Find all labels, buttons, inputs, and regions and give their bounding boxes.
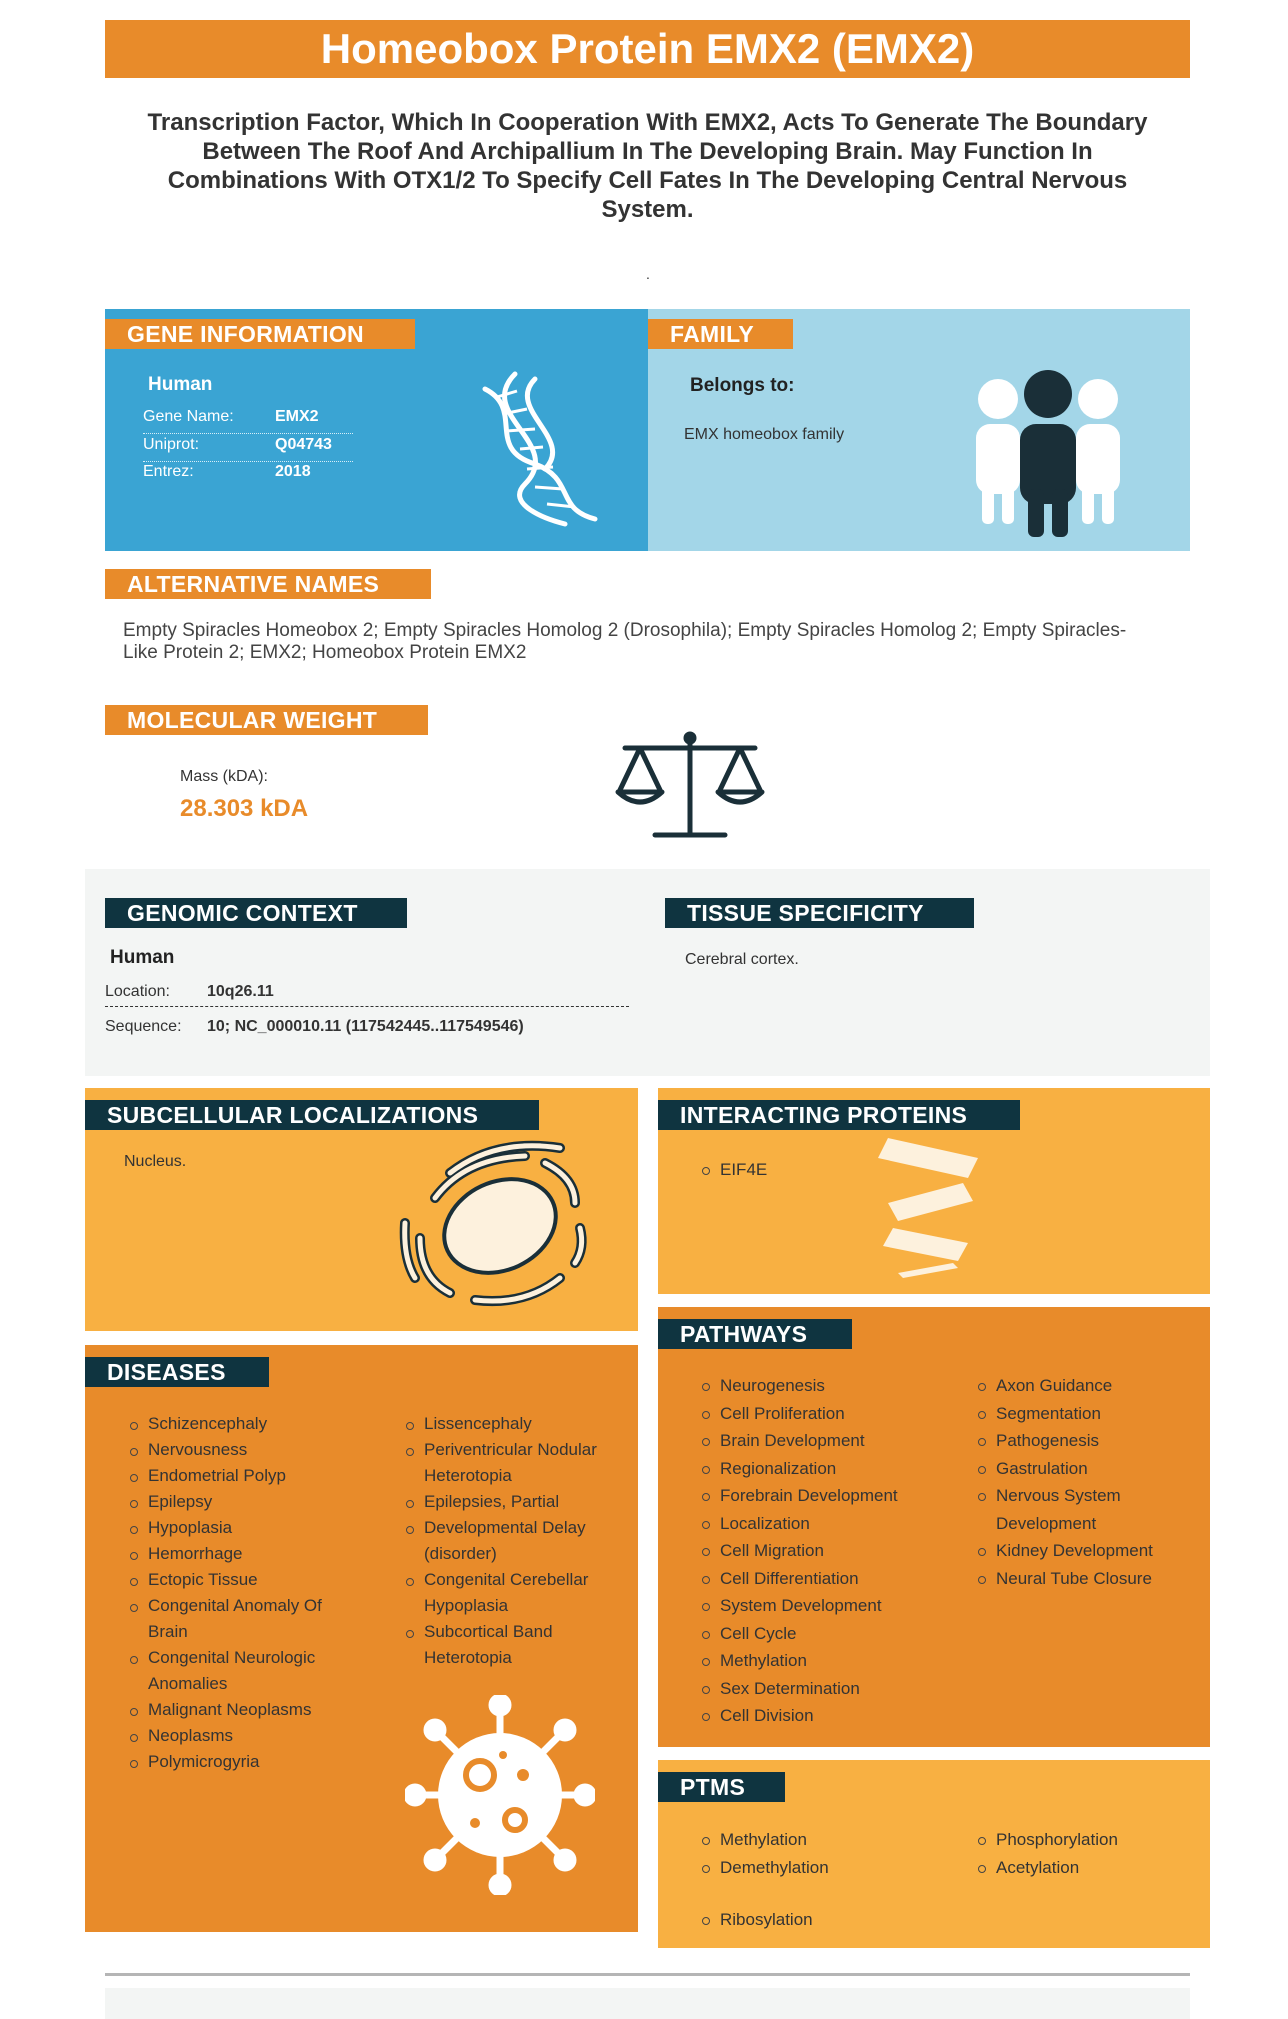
balance-scale-icon	[615, 730, 765, 845]
list-item: Neural Tube Closure	[976, 1565, 1181, 1593]
entrez-value: 2018	[275, 463, 311, 480]
sequence-row	[105, 1012, 629, 1042]
footer-area	[105, 1988, 1190, 2019]
diseases-heading: DISEASES	[85, 1357, 269, 1387]
tissue-specificity-text: Cerebral cortex.	[685, 951, 799, 968]
mass-label: Mass (kDA):	[180, 768, 268, 785]
list-item: Axon Guidance	[976, 1372, 1181, 1400]
nucleus-cell-icon	[395, 1128, 605, 1318]
gene-information-panel	[105, 309, 648, 551]
location-label: Location:	[105, 983, 170, 1000]
sequence-label: Sequence:	[105, 1018, 182, 1035]
list-item: EIF4E	[700, 1156, 767, 1184]
protein-helix-icon	[868, 1133, 988, 1278]
location-row	[105, 977, 629, 1007]
list-item: Cell Division	[700, 1702, 940, 1730]
list-item: Cell Migration	[700, 1537, 940, 1565]
list-item: Subcortical Band Heterotopia	[404, 1619, 619, 1671]
list-item: Phosphorylation	[976, 1826, 1181, 1854]
gene-name-label: Gene Name:	[143, 408, 234, 425]
list-item: Segmentation	[976, 1400, 1181, 1428]
ptms-list-col2	[976, 1826, 1181, 1881]
list-item: Malignant Neoplasms	[128, 1697, 358, 1723]
gene-name-value: EMX2	[275, 408, 319, 425]
virus-icon	[405, 1695, 595, 1895]
protein-description: Transcription Factor, Which In Cooperation With EMX2, Acts To Generate The Boundary Between The Roof And Archipallium In The Developing Brain. May Function In Combinations With OTX1/2 To Specify Cell Fates In The Developing Central Nervous System.	[147, 109, 1148, 223]
ptms-list-extra	[700, 1906, 940, 1934]
genomic-species: Human	[110, 947, 175, 968]
list-item: Cell Proliferation	[700, 1400, 940, 1428]
list-item: Neurogenesis	[700, 1372, 940, 1400]
pathways-heading: PATHWAYS	[658, 1319, 852, 1349]
list-item: Forebrain Development	[700, 1482, 940, 1510]
list-item: Kidney Development	[976, 1537, 1181, 1565]
sequence-value: 10; NC_000010.11 (117542445..117549546)	[207, 1018, 524, 1035]
list-item: Methylation	[700, 1647, 940, 1675]
gene-species: Human	[148, 374, 213, 395]
family-value: EMX homeobox family	[684, 426, 845, 443]
list-item: Localization	[700, 1510, 940, 1538]
list-item: Regionalization	[700, 1455, 940, 1483]
diseases-list-col1	[128, 1411, 358, 1775]
diseases-panel	[85, 1345, 638, 1932]
list-item: Lissencephaly	[404, 1411, 619, 1437]
list-item: Congenital Anomaly Of Brain	[128, 1593, 358, 1645]
list-item: Schizencephaly	[128, 1411, 358, 1437]
list-item: Congenital Cerebellar Hypoplasia	[404, 1567, 619, 1619]
diseases-list-col2	[404, 1411, 619, 1671]
list-item: Ribosylation	[700, 1906, 940, 1934]
gene-name-row	[143, 408, 353, 434]
list-item: System Development	[700, 1592, 940, 1620]
list-item: Congenital Neurologic Anomalies	[128, 1645, 358, 1697]
list-item: Cell Differentiation	[700, 1565, 940, 1593]
genomic-tissue-panel	[85, 869, 1210, 1076]
list-item: Nervousness	[128, 1437, 358, 1463]
list-item: Hemorrhage	[128, 1541, 358, 1567]
subcellular-panel	[85, 1088, 638, 1331]
pathways-list-col2	[976, 1372, 1181, 1592]
list-item: Epilepsy	[128, 1489, 358, 1515]
pathways-list-col1	[700, 1372, 940, 1730]
page-title: Homeobox Protein EMX2 (EMX2)	[105, 20, 1190, 78]
location-value: 10q26.11	[207, 983, 274, 1000]
list-item: Polymicrogyria	[128, 1749, 358, 1775]
uniprot-label: Uniprot:	[143, 436, 200, 453]
alternative-names-heading: ALTERNATIVE NAMES	[105, 569, 431, 599]
list-item: Ectopic Tissue	[128, 1567, 358, 1593]
entrez-row	[143, 463, 353, 489]
list-item: Periventricular Nodular Heterotopia	[404, 1437, 619, 1489]
uniprot-value: Q04743	[275, 436, 332, 453]
gene-information-heading: GENE INFORMATION	[105, 319, 415, 349]
family-panel	[648, 309, 1190, 551]
molecular-weight-heading: MOLECULAR WEIGHT	[105, 705, 428, 735]
list-item: Nervous System Development	[976, 1482, 1181, 1537]
ptms-heading: PTMS	[658, 1772, 785, 1802]
family-heading: FAMILY	[648, 319, 793, 349]
ptms-list-col1	[700, 1826, 940, 1881]
belongs-to-label: Belongs to:	[690, 375, 795, 396]
list-item: Cell Cycle	[700, 1620, 940, 1648]
list-item: Endometrial Polyp	[128, 1463, 358, 1489]
list-item: Sex Determination	[700, 1675, 940, 1703]
list-item: Brain Development	[700, 1427, 940, 1455]
entrez-label: Entrez:	[143, 463, 194, 480]
footer-divider	[105, 1973, 1190, 1976]
pathways-panel	[658, 1307, 1210, 1747]
people-group-icon	[968, 369, 1128, 539]
interacting-proteins-heading: INTERACTING PROTEINS	[658, 1100, 1020, 1130]
list-item: Neoplasms	[128, 1723, 358, 1749]
interacting-proteins-list	[700, 1156, 767, 1184]
ptms-panel	[658, 1760, 1210, 1948]
subcellular-text: Nucleus.	[124, 1153, 187, 1170]
separator-dot: .	[646, 266, 650, 282]
uniprot-row	[143, 436, 353, 462]
subcellular-heading: SUBCELLULAR LOCALIZATIONS	[85, 1100, 539, 1130]
list-item: Demethylation	[700, 1854, 940, 1882]
list-item: Developmental Delay (disorder)	[404, 1515, 619, 1567]
dna-icon	[465, 369, 615, 529]
genomic-context-heading: GENOMIC CONTEXT	[105, 898, 407, 928]
list-item: Epilepsies, Partial	[404, 1489, 619, 1515]
interacting-proteins-panel	[658, 1088, 1210, 1294]
list-item: Acetylation	[976, 1854, 1181, 1882]
list-item: Methylation	[700, 1826, 940, 1854]
alternative-names-text: Empty Spiracles Homeobox 2; Empty Spiracles Homolog 2 (Drosophila); Empty Spiracles Homolog 2; Empty Spiracles-Like Protein 2; EMX2; Homeobox Protein EMX2	[123, 620, 1127, 663]
tissue-specificity-heading: TISSUE SPECIFICITY	[665, 898, 974, 928]
list-item: Gastrulation	[976, 1455, 1181, 1483]
mass-value: 28.303 kDA	[180, 795, 309, 822]
list-item: Hypoplasia	[128, 1515, 358, 1541]
list-item: Pathogenesis	[976, 1427, 1181, 1455]
